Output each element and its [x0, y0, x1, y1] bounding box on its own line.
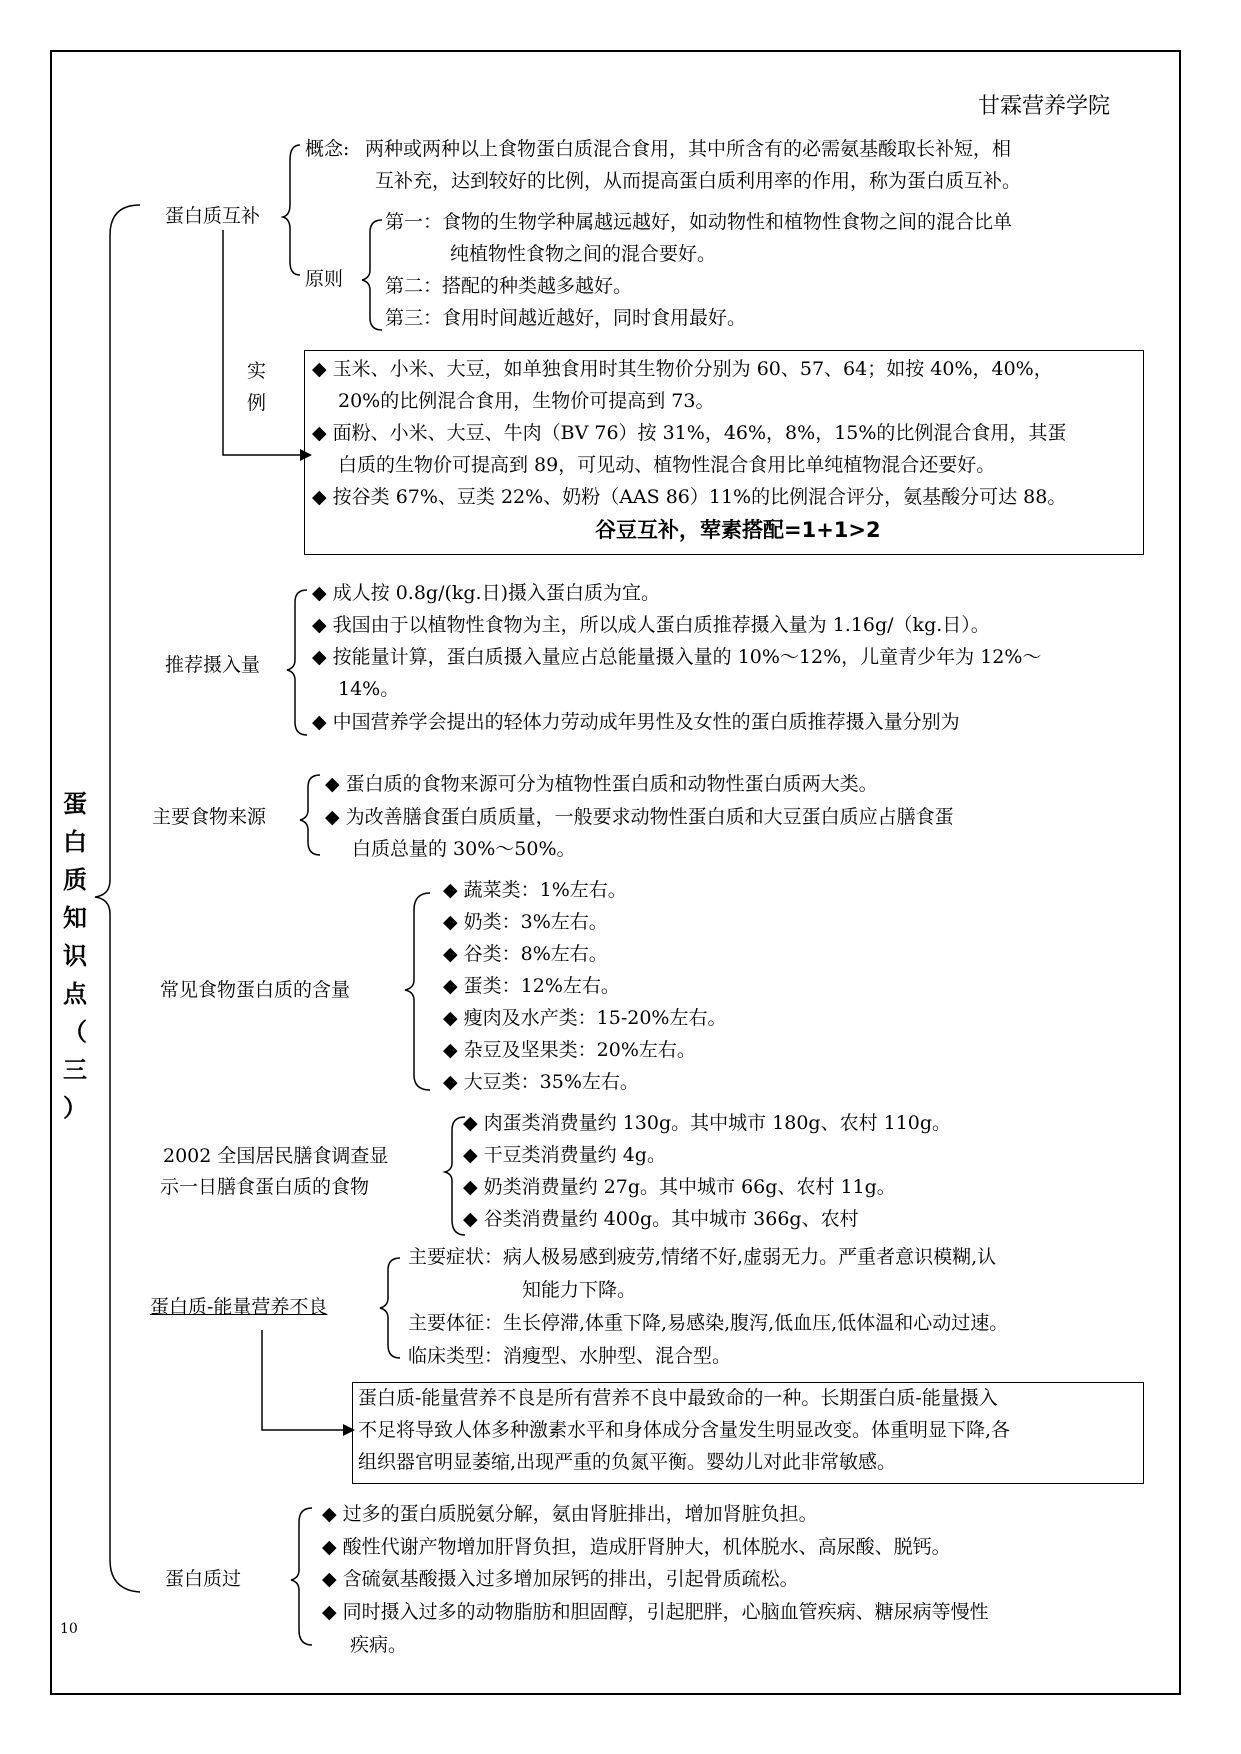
- malnutrition-line: 主要症状：病人极易感到疲劳,情绪不好,虚弱无力。严重者意识模糊,认: [408, 1246, 997, 1268]
- main-title-char: （: [63, 1018, 87, 1046]
- main-title-char: 蛋: [63, 790, 87, 818]
- excess-item: 疾病。: [350, 1634, 408, 1656]
- recommended-item: ◆ 中国营养学会提出的轻体力劳动成年男性及女性的蛋白质推荐摄入量分别为: [312, 711, 960, 733]
- concept-label: 概念:: [305, 138, 350, 160]
- excess-label: 蛋白质过: [165, 1568, 242, 1590]
- malnutrition-box-line: 蛋白质-能量营养不良是所有营养不良中最致命的一种。长期蛋白质-能量摄入: [358, 1387, 998, 1409]
- survey-label: 示一日膳食蛋白质的食物: [160, 1176, 370, 1198]
- survey-item: ◆ 奶类消费量约 27g。其中城市 66g、农村 11g。: [463, 1176, 896, 1198]
- main-title: [63, 785, 87, 1127]
- example-item: ◆ 按谷类 67%、豆类 22%、奶粉（AAS 86）11%的比例混合评分，氨基酸分可达 88。: [312, 486, 1067, 508]
- main-title-char: 知: [63, 904, 87, 932]
- malnutrition-box-line: 不足将导致人体多种激素水平和身体成分含量发生明显改变。体重明显下降,各: [358, 1419, 1011, 1441]
- example-item: 20%的比例混合食用，生物价可提高到 73。: [338, 390, 715, 412]
- content-item: ◆ 蛋类：12%左右。: [443, 975, 620, 997]
- complement-label: 蛋白质互补: [165, 205, 261, 227]
- slogan: 谷豆互补，荤素搭配=1+1>2: [595, 518, 881, 542]
- content-label: 常见食物蛋白质的含量: [160, 979, 351, 1001]
- main-title-char: 质: [63, 866, 87, 894]
- principle-item: 第三：食用时间越近越好，同时食用最好。: [385, 307, 747, 329]
- institute-name: 甘霖营养学院: [978, 94, 1111, 119]
- content-item: ◆ 大豆类：35%左右。: [443, 1071, 639, 1093]
- malnutrition-line: 临床类型：消瘦型、水肿型、混合型。: [408, 1345, 732, 1367]
- example-item: ◆ 玉米、小米、大豆，如单独食用时其生物价分别为 60、57、64；如按 40%，40%，: [312, 358, 1053, 380]
- excess-item: ◆ 酸性代谢产物增加肝肾负担，造成肝肾肿大，机体脱水、高尿酸、脱钙。: [322, 1536, 951, 1558]
- main-title-char: 三: [63, 1056, 87, 1084]
- excess-item: ◆ 过多的蛋白质脱氨分解，氨由肾脏排出，增加肾脏负担。: [322, 1503, 818, 1525]
- excess-item: ◆ 含硫氨基酸摄入过多增加尿钙的排出，引起骨质疏松。: [322, 1568, 799, 1590]
- concept-text: 互补充，达到较好的比例，从而提高蛋白质利用率的作用，称为蛋白质互补。: [375, 170, 1022, 192]
- main-title-char: ）: [63, 1094, 87, 1122]
- recommended-label: 推荐摄入量: [165, 654, 261, 676]
- sources-item: 白质总量的 30%～50%。: [352, 838, 576, 860]
- malnutrition-box-line: 组织器官明显萎缩,出现严重的负氮平衡。婴幼儿对此非常敏感。: [358, 1451, 897, 1473]
- malnutrition-line: 主要体征：生长停滞,体重下降,易感染,腹泻,低血压,低体温和心动过速。: [408, 1312, 1009, 1334]
- sources-item: ◆ 为改善膳食蛋白质质量，一般要求动物性蛋白质和大豆蛋白质应占膳食蛋: [325, 806, 954, 828]
- content-item: ◆ 奶类：3%左右。: [443, 911, 608, 933]
- example-label: 例: [247, 392, 267, 414]
- recommended-item: ◆ 我国由于以植物性食物为主，所以成人蛋白质推荐摄入量为 1.16g/（kg.日）。: [312, 614, 990, 636]
- content-item: ◆ 蔬菜类：1%左右。: [443, 879, 627, 901]
- principle-item: 第二：搭配的种类越多越好。: [385, 275, 633, 297]
- recommended-item: ◆ 按能量计算，蛋白质摄入量应占总能量摄入量的 10%～12%，儿童青少年为 12%～: [312, 646, 1042, 668]
- content-item: ◆ 谷类：8%左右。: [443, 943, 608, 965]
- content-item: ◆ 瘦肉及水产类：15-20%左右。: [443, 1007, 727, 1029]
- excess-item: ◆ 同时摄入过多的动物脂肪和胆固醇，引起肥胖，心脑血管疾病、糖尿病等慢性: [322, 1601, 989, 1623]
- survey-label: 2002 全国居民膳食调查显: [163, 1145, 389, 1167]
- recommended-item: 14%。: [338, 678, 400, 700]
- main-title-char: 白: [63, 828, 87, 856]
- sources-label: 主要食物来源: [152, 806, 267, 828]
- principle-item: 第一：食物的生物学种属越远越好，如动物性和植物性食物之间的混合比单: [385, 211, 1013, 233]
- survey-item: ◆ 谷类消费量约 400g。其中城市 366g、农村: [463, 1208, 859, 1230]
- sources-item: ◆ 蛋白质的食物来源可分为植物性蛋白质和动物性蛋白质两大类。: [325, 773, 878, 795]
- survey-item: ◆ 肉蛋类消费量约 130g。其中城市 180g、农村 110g。: [463, 1112, 952, 1134]
- example-label: 实: [247, 360, 267, 382]
- principle-item: 纯植物性食物之间的混合要好。: [450, 243, 717, 265]
- malnutrition-label: 蛋白质-能量营养不良: [150, 1296, 328, 1318]
- survey-item: ◆ 干豆类消费量约 4g。: [463, 1144, 666, 1166]
- content-item: ◆ 杂豆及坚果类：20%左右。: [443, 1039, 696, 1061]
- principle-label: 原则: [305, 268, 344, 290]
- main-title-char: 识: [63, 942, 87, 970]
- example-item: 白质的生物价可提高到 89，可见动、植物性混合食用比单纯植物混合还要好。: [338, 454, 996, 476]
- example-item: ◆ 面粉、小米、大豆、牛肉（BV 76）按 31%，46%，8%，15%的比例混合食用，其蛋: [312, 422, 1067, 444]
- concept-text: 两种或两种以上食物蛋白质混合食用，其中所含有的必需氨基酸取长补短，相: [365, 138, 1012, 160]
- page-number: 10: [60, 1621, 78, 1637]
- malnutrition-line: 知能力下降。: [522, 1279, 637, 1301]
- main-title-char: 点: [63, 980, 87, 1008]
- recommended-item: ◆ 成人按 0.8g/(kg.日)摄入蛋白质为宜。: [312, 582, 661, 604]
